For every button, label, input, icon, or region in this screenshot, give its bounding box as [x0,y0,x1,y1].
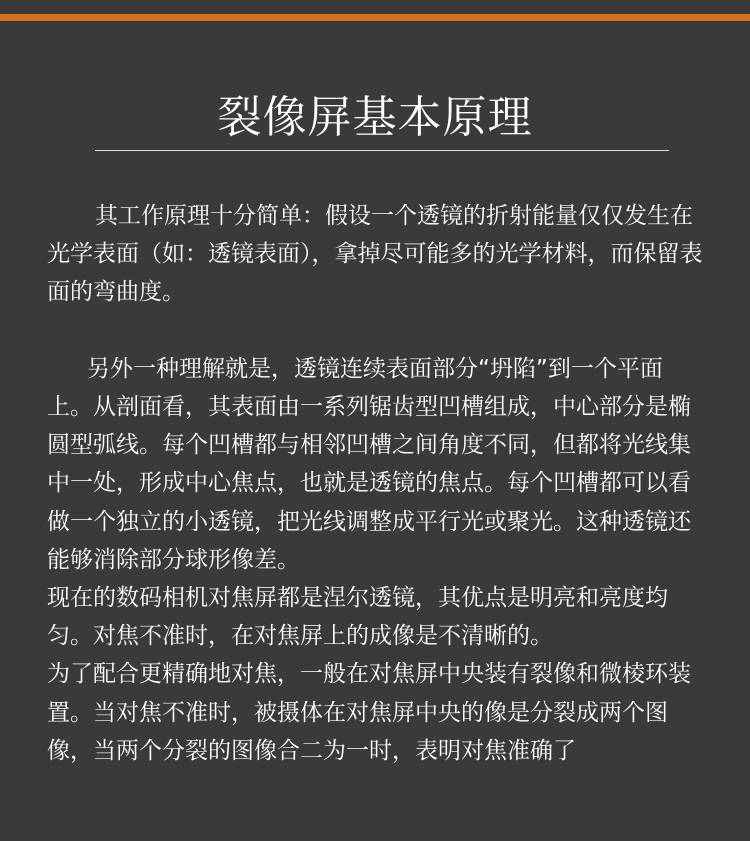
page-title: 裂像屏基本原理 [217,92,533,143]
paragraph-spacer [47,312,705,350]
paragraph-explanation: 另外一种理解就是，透镜连续表面部分“坍陷”到一个平面上。从剖面看，其表面由一系列锯齿型凹槽组成，中心部分是椭圆型弧线。每个凹槽都与相邻凹槽之间角度不同，但都将光线集中一处，形成中心焦点，也就是透镜的焦点。每个凹槽都可以看做一个独立的小透镜，把光线调整成平行光或聚光。这种透镜还能够消除部分球形像差。 [47,355,691,573]
paragraph-principle: 其工作原理十分简单：假设一个透镜的折射能量仅仅发生在光学表面（如：透镜表面），拿掉尽可能多的光学材料，而保留表面的弯曲度。 [47,203,703,306]
paragraph-split-image: 为了配合更精确地对焦，一般在对焦屏中央装有裂像和微棱环装置。当对焦不准时，被摄体在对焦屏中央的像是分裂成两个图像，当两个分裂的图像合二为一时，表明对焦准确了 [47,661,691,764]
title-divider [95,150,669,151]
paragraph-fresnel: 现在的数码相机对焦屏都是涅尔透镜，其优点是明亮和亮度均匀。对焦不准时，在对焦屏上的成像是不清晰的。 [47,585,668,650]
top-accent-bar [0,14,750,21]
article-body [47,197,705,770]
